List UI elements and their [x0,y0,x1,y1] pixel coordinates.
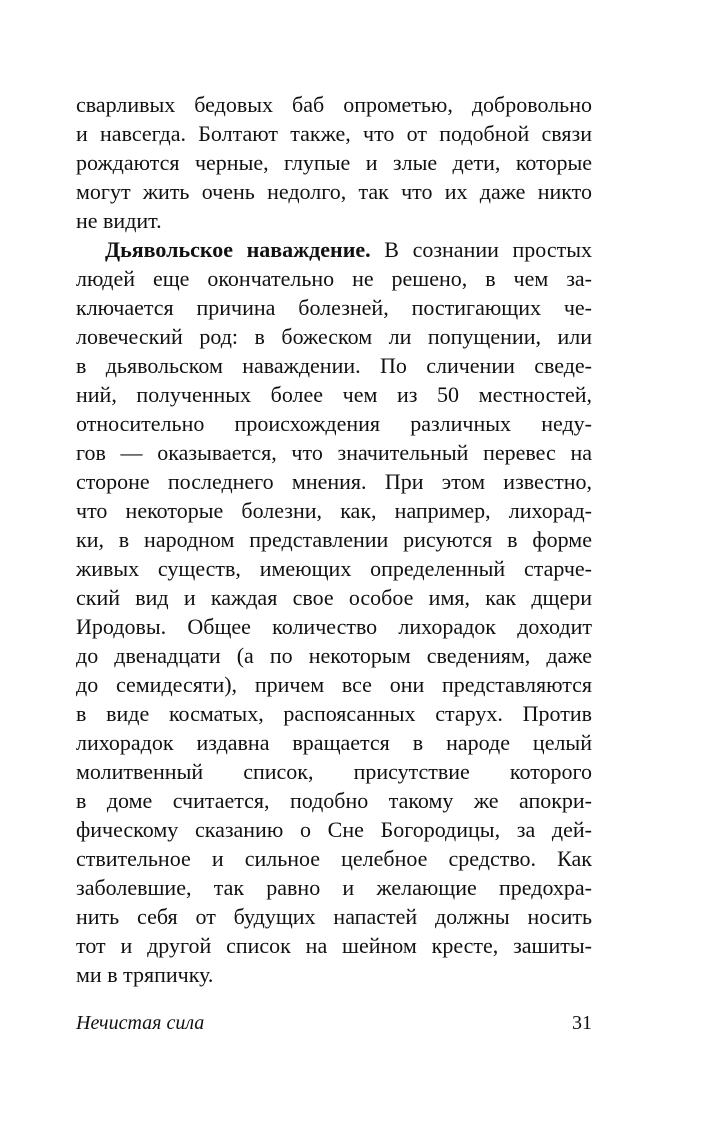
section-heading: Дьявольское наваждение. [105,237,371,262]
body-text [76,90,592,989]
text-line: и навсегда. Болтают также, что от подобной связи [76,121,592,146]
text-line: не видит. [76,208,162,233]
text-line: до двенадцати (а по некоторым сведениям, даже [76,643,592,668]
text-line: ский вид и каждая свое особое имя, как дщери [76,585,592,610]
text-line: ми в тряпичку. [76,962,214,987]
text-line: в доме считается, подобно такому же апокри- [76,788,592,813]
text-line: нить себя от будущих напастей должны носить [76,904,592,929]
text-line: до семидесяти), причем все они представляются [76,672,592,697]
first-line-rest: В сознании простых [370,237,592,262]
text-line: что некоторые болезни, как, например, лихорад- [76,498,592,523]
paragraph-1 [76,90,592,235]
text-line: относительно происхождения различных неду- [76,411,592,436]
text-line: ствительное и сильное целебное средство. Как [76,846,592,871]
paragraph-2-first-line [76,235,592,264]
text-line: рождаются черные, глупые и злые дети, которые [76,150,592,175]
text-line: живых существ, имеющих определенный старче- [76,556,592,581]
text-line: Иродовы. Общее количество лихорадок доходит [76,614,592,639]
text-line: ловеческий род: в божеском ли попущении, или [76,324,592,349]
text-line: фическому сказанию о Сне Богородицы, за дей- [76,817,592,842]
text-line: заболевшие, так равно и желающие предохра- [76,875,592,900]
text-line: стороне последнего мнения. При этом известно, [76,469,592,494]
text-line: людей еще окончательно не решено, в чем за- [76,266,592,291]
text-line: гов — оказывается, что значительный перевес на [76,440,592,465]
paragraph-2 [76,235,592,989]
text-line: ключается причина болезней, постигающих че- [76,295,592,320]
running-footer-title: Нечистая сила [76,1012,205,1034]
text-line: ки, в народном представлении рисуются в форме [76,527,592,552]
text-line: молитвенный список, присутствие которого [76,759,592,784]
text-line: ний, полученных более чем из 50 местностей, [76,382,592,407]
text-line: в дьявольском наваждении. По сличении сведе- [76,353,592,378]
page-number: 31 [572,1012,592,1034]
text-line: тот и другой список на шейном кресте, зашиты- [76,933,592,958]
text-line: могут жить очень недолго, так что их даже никто [76,179,592,204]
text-line: сварливых бедовых баб опрометью, добровольно [76,92,592,117]
text-line: лихорадок издавна вращается в народе целый [76,730,592,755]
text-line: в виде косматых, распоясанных старух. Против [76,701,592,726]
